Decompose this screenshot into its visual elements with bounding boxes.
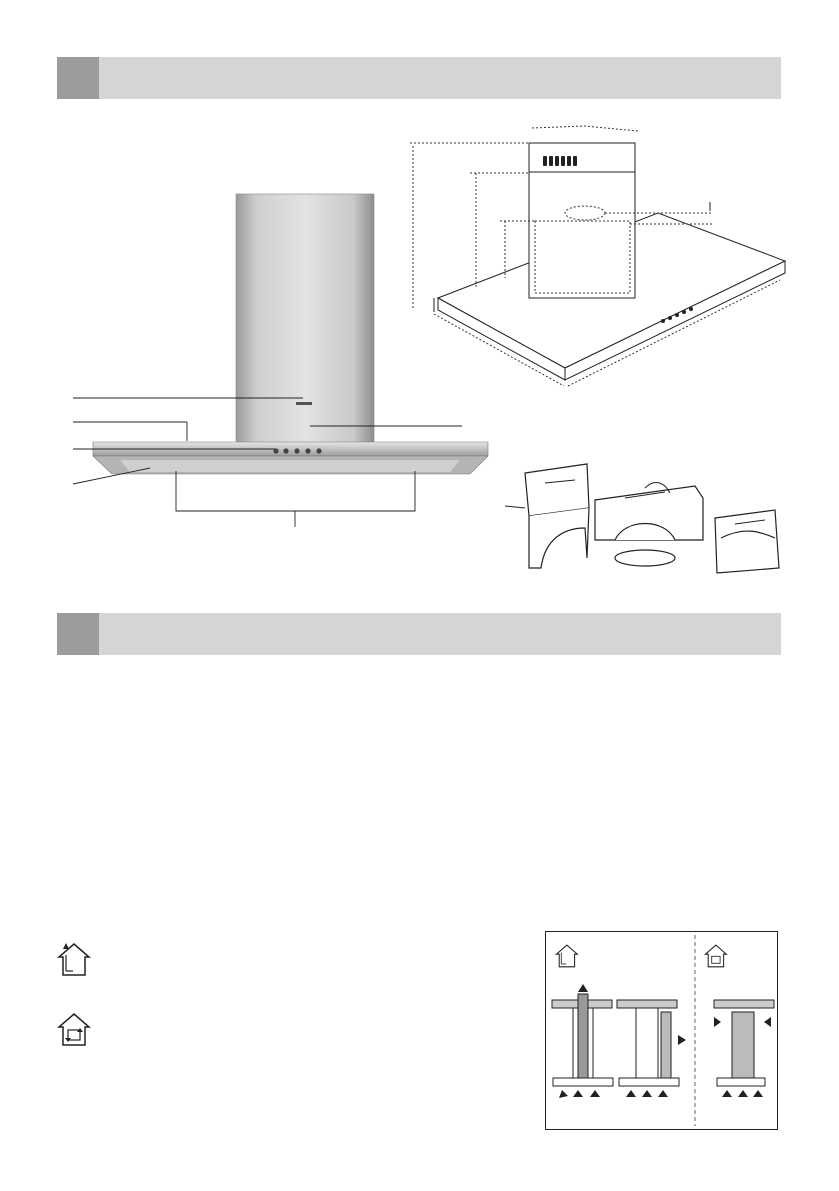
section-header-bar-2: [57, 613, 781, 655]
recirculation-mode-mini-icon: [705, 945, 726, 967]
hood-dimension-drawing: [398, 118, 790, 398]
section-header-tab-2: [57, 613, 99, 655]
chimney: [236, 194, 374, 446]
recirculation-mode-house-icon: [57, 1011, 91, 1047]
exhaust-mode-diagram: [545, 931, 778, 1130]
duct-adapter-icon: [505, 458, 790, 578]
section-header-tab-1: [57, 57, 99, 99]
ducted-mode-mini-icon: [556, 945, 577, 967]
section-header-bar-1: [57, 57, 781, 99]
ducted-mode-house-icon: [57, 941, 91, 977]
